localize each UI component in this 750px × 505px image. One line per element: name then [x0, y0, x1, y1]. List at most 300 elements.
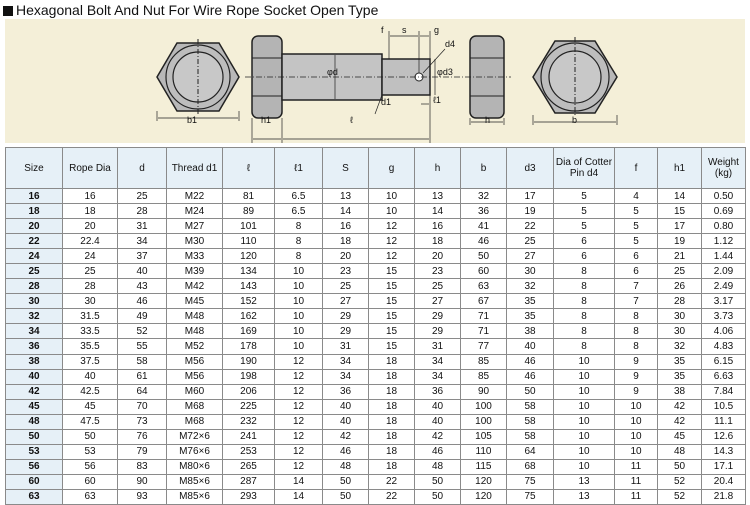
- table-cell: 15: [369, 324, 415, 339]
- table-cell: 8: [554, 339, 615, 354]
- table-cell: 15: [369, 264, 415, 279]
- table-cell: 293: [223, 489, 275, 504]
- table-cell: 18: [369, 384, 415, 399]
- table-row: [6, 474, 746, 489]
- size-cell: 16: [6, 189, 63, 204]
- size-cell: 45: [6, 399, 63, 414]
- table-cell: 134: [223, 264, 275, 279]
- table-cell: 64: [507, 444, 554, 459]
- table-cell: 8: [554, 264, 615, 279]
- table-cell: 42.5: [63, 384, 118, 399]
- table-cell: 27: [507, 249, 554, 264]
- table-cell: 22.4: [63, 234, 118, 249]
- table-row: [6, 399, 746, 414]
- table-cell: 0.50: [702, 189, 746, 204]
- table-cell: 18: [369, 429, 415, 444]
- table-row: [6, 204, 746, 219]
- table-cell: 22: [369, 489, 415, 504]
- table-cell: 58: [507, 399, 554, 414]
- table-cell: 10: [554, 414, 615, 429]
- table-cell: 46: [461, 234, 507, 249]
- table-cell: 23: [415, 264, 461, 279]
- table-cell: 162: [223, 309, 275, 324]
- table-cell: 12: [275, 384, 323, 399]
- table-cell: 13: [323, 189, 369, 204]
- table-cell: 40: [323, 399, 369, 414]
- column-header-g: g: [369, 148, 415, 189]
- table-cell: 52: [658, 474, 702, 489]
- table-cell: 63: [63, 489, 118, 504]
- table-cell: 50: [507, 384, 554, 399]
- table-cell: 18: [369, 459, 415, 474]
- table-cell: 6.63: [702, 369, 746, 384]
- table-cell: 22: [369, 474, 415, 489]
- table-cell: 15: [369, 309, 415, 324]
- table-cell: M30: [167, 234, 223, 249]
- table-cell: 1.12: [702, 234, 746, 249]
- size-cell: 28: [6, 279, 63, 294]
- table-body: [6, 189, 746, 505]
- table-row: [6, 489, 746, 504]
- table-cell: 27: [323, 294, 369, 309]
- size-cell: 60: [6, 474, 63, 489]
- table-cell: 47.5: [63, 414, 118, 429]
- table-cell: 0.69: [702, 204, 746, 219]
- size-cell: 20: [6, 219, 63, 234]
- table-cell: 34: [118, 234, 167, 249]
- size-cell: 42: [6, 384, 63, 399]
- table-cell: 11: [615, 459, 658, 474]
- table-cell: 8: [615, 309, 658, 324]
- table-cell: 12: [275, 414, 323, 429]
- table-cell: M33: [167, 249, 223, 264]
- table-row: [6, 279, 746, 294]
- size-cell: 53: [6, 444, 63, 459]
- table-cell: 18: [63, 204, 118, 219]
- column-header-l1: ℓ1: [275, 148, 323, 189]
- size-cell: 24: [6, 249, 63, 264]
- table-cell: M48: [167, 309, 223, 324]
- table-cell: 27: [415, 294, 461, 309]
- size-cell: 22: [6, 234, 63, 249]
- table-row: [6, 234, 746, 249]
- dim-label-d3: φd3: [437, 67, 453, 77]
- table-cell: 105: [461, 429, 507, 444]
- table-cell: 25: [507, 234, 554, 249]
- table-cell: M76×6: [167, 444, 223, 459]
- table-cell: 28: [658, 294, 702, 309]
- table-cell: 20: [415, 249, 461, 264]
- table-cell: 58: [507, 429, 554, 444]
- specification-table: [5, 147, 746, 505]
- table-cell: M85×6: [167, 474, 223, 489]
- table-cell: 17: [658, 219, 702, 234]
- table-cell: 20: [63, 219, 118, 234]
- column-header-rope-dia: Rope Dia: [63, 148, 118, 189]
- table-cell: 40: [415, 414, 461, 429]
- table-cell: 70: [118, 399, 167, 414]
- table-cell: 49: [118, 309, 167, 324]
- table-cell: 2.49: [702, 279, 746, 294]
- table-cell: 12.6: [702, 429, 746, 444]
- table-cell: 12: [275, 429, 323, 444]
- table-cell: 8: [615, 324, 658, 339]
- table-cell: 15: [369, 294, 415, 309]
- table-cell: 12: [275, 354, 323, 369]
- table-cell: 50: [323, 489, 369, 504]
- table-cell: 10: [275, 264, 323, 279]
- table-cell: 8: [554, 294, 615, 309]
- table-cell: 8: [554, 324, 615, 339]
- table-cell: 52: [118, 324, 167, 339]
- size-cell: 36: [6, 339, 63, 354]
- table-cell: 10: [615, 444, 658, 459]
- table-cell: 8: [275, 249, 323, 264]
- table-cell: 46: [118, 294, 167, 309]
- table-cell: 31: [323, 339, 369, 354]
- size-cell: 40: [6, 369, 63, 384]
- table-cell: 35.5: [63, 339, 118, 354]
- table-row: [6, 459, 746, 474]
- table-cell: 22: [507, 219, 554, 234]
- table-cell: 13: [554, 489, 615, 504]
- table-cell: 75: [507, 489, 554, 504]
- table-cell: 35: [507, 309, 554, 324]
- column-header-h: h: [415, 148, 461, 189]
- table-cell: 5: [615, 234, 658, 249]
- table-cell: 15: [369, 339, 415, 354]
- table-cell: 42: [415, 429, 461, 444]
- table-cell: 73: [118, 414, 167, 429]
- table-cell: 10: [615, 429, 658, 444]
- table-cell: 120: [223, 249, 275, 264]
- table-cell: 89: [223, 204, 275, 219]
- table-row: [6, 264, 746, 279]
- table-cell: 24: [63, 249, 118, 264]
- table-cell: 64: [118, 384, 167, 399]
- table-cell: 8: [275, 234, 323, 249]
- table-cell: 26: [658, 279, 702, 294]
- table-row: [6, 249, 746, 264]
- table-cell: 29: [415, 309, 461, 324]
- table-cell: 58: [118, 354, 167, 369]
- table-cell: 3.17: [702, 294, 746, 309]
- table-cell: 31.5: [63, 309, 118, 324]
- table-cell: 46: [507, 369, 554, 384]
- table-cell: 190: [223, 354, 275, 369]
- table-cell: 48: [658, 444, 702, 459]
- table-cell: 10: [275, 294, 323, 309]
- table-cell: 11: [615, 474, 658, 489]
- table-cell: M52: [167, 339, 223, 354]
- table-cell: 36: [415, 384, 461, 399]
- table-row: [6, 324, 746, 339]
- table-cell: 14: [658, 189, 702, 204]
- table-cell: 7.84: [702, 384, 746, 399]
- table-cell: 34: [323, 354, 369, 369]
- table-cell: 10: [275, 339, 323, 354]
- table-cell: 33.5: [63, 324, 118, 339]
- table-cell: 10: [554, 429, 615, 444]
- table-cell: 29: [323, 309, 369, 324]
- table-cell: M56: [167, 354, 223, 369]
- table-cell: 4.83: [702, 339, 746, 354]
- table-cell: 12: [275, 444, 323, 459]
- table-header: [6, 148, 746, 189]
- table-cell: M72×6: [167, 429, 223, 444]
- table-row: [6, 354, 746, 369]
- table-cell: 11.1: [702, 414, 746, 429]
- dim-label-h: h: [485, 115, 491, 125]
- table-row: [6, 384, 746, 399]
- table-cell: 32: [507, 279, 554, 294]
- table-cell: 68: [507, 459, 554, 474]
- table-cell: 110: [223, 234, 275, 249]
- table-cell: 287: [223, 474, 275, 489]
- table-cell: 18: [369, 399, 415, 414]
- table-cell: 28: [63, 279, 118, 294]
- table-cell: 63: [461, 279, 507, 294]
- table-cell: 50: [323, 474, 369, 489]
- size-cell: 56: [6, 459, 63, 474]
- table-cell: 16: [415, 219, 461, 234]
- dim-label-d1: d1: [381, 97, 392, 107]
- column-header-size: Size: [6, 148, 63, 189]
- table-cell: 10: [554, 369, 615, 384]
- table-cell: 40: [415, 399, 461, 414]
- table-row: [6, 339, 746, 354]
- column-header-thread: Thread d1: [167, 148, 223, 189]
- table-cell: 38: [507, 324, 554, 339]
- table-cell: 60: [461, 264, 507, 279]
- table-cell: 10: [554, 444, 615, 459]
- table-cell: 21: [658, 249, 702, 264]
- table-cell: 10.5: [702, 399, 746, 414]
- table-cell: 50: [63, 429, 118, 444]
- table-cell: 36: [461, 204, 507, 219]
- table-cell: 40: [323, 414, 369, 429]
- table-cell: 46: [507, 354, 554, 369]
- bolt-nut-drawing: [5, 19, 745, 143]
- table-cell: 45: [658, 429, 702, 444]
- table-cell: 81: [223, 189, 275, 204]
- dim-label-d4: d4: [445, 39, 456, 49]
- column-header-d: d: [118, 148, 167, 189]
- table-cell: 18: [415, 234, 461, 249]
- table-cell: 19: [658, 234, 702, 249]
- table-cell: 25: [658, 264, 702, 279]
- table-cell: 15: [369, 279, 415, 294]
- table-cell: 45: [63, 399, 118, 414]
- table-cell: 93: [118, 489, 167, 504]
- size-cell: 34: [6, 324, 63, 339]
- table-cell: 25: [323, 279, 369, 294]
- table-cell: 43: [118, 279, 167, 294]
- size-cell: 32: [6, 309, 63, 324]
- dim-label-l: ℓ: [350, 115, 353, 125]
- table-cell: M48: [167, 324, 223, 339]
- table-cell: 34: [415, 369, 461, 384]
- dim-label-h1: h1: [261, 115, 272, 125]
- table-cell: 17.1: [702, 459, 746, 474]
- table-cell: 48: [415, 459, 461, 474]
- table-cell: 85: [461, 369, 507, 384]
- column-header-d3: d3: [507, 148, 554, 189]
- table-cell: M68: [167, 399, 223, 414]
- size-cell: 48: [6, 414, 63, 429]
- table-cell: 6: [554, 249, 615, 264]
- table-cell: 100: [461, 399, 507, 414]
- column-header-f: f: [615, 148, 658, 189]
- table-cell: 152: [223, 294, 275, 309]
- table-cell: 18: [369, 369, 415, 384]
- table-cell: 7: [615, 279, 658, 294]
- table-cell: 8: [615, 339, 658, 354]
- table-cell: M27: [167, 219, 223, 234]
- table-cell: 10: [369, 189, 415, 204]
- table-cell: 18: [369, 414, 415, 429]
- size-cell: 25: [6, 264, 63, 279]
- table-cell: M24: [167, 204, 223, 219]
- table-row: [6, 309, 746, 324]
- table-cell: 14: [323, 204, 369, 219]
- table-cell: 4: [615, 189, 658, 204]
- table-cell: 46: [415, 444, 461, 459]
- table-cell: 32: [658, 339, 702, 354]
- table-cell: 40: [507, 339, 554, 354]
- table-cell: 206: [223, 384, 275, 399]
- column-header-l: ℓ: [223, 148, 275, 189]
- table-cell: 6: [615, 249, 658, 264]
- table-cell: M60: [167, 384, 223, 399]
- table-cell: 30: [658, 309, 702, 324]
- table-cell: 10: [275, 279, 323, 294]
- table-cell: 30: [507, 264, 554, 279]
- table-cell: 9: [615, 384, 658, 399]
- dim-label-l1: ℓ1: [433, 95, 441, 105]
- table-cell: 12: [275, 399, 323, 414]
- table-cell: 16: [323, 219, 369, 234]
- table-cell: 83: [118, 459, 167, 474]
- table-cell: 48: [323, 459, 369, 474]
- table-cell: 4.06: [702, 324, 746, 339]
- size-cell: 18: [6, 204, 63, 219]
- table-cell: 56: [63, 459, 118, 474]
- table-cell: 31: [118, 219, 167, 234]
- table-cell: 23: [323, 264, 369, 279]
- table-row: [6, 429, 746, 444]
- table-cell: 30: [63, 294, 118, 309]
- table-cell: 28: [118, 204, 167, 219]
- table-cell: 253: [223, 444, 275, 459]
- table-cell: 34: [323, 369, 369, 384]
- table-cell: 8: [554, 279, 615, 294]
- table-cell: 20.4: [702, 474, 746, 489]
- table-cell: 38: [658, 384, 702, 399]
- table-cell: 32: [461, 189, 507, 204]
- table-cell: 10: [369, 204, 415, 219]
- table-cell: 50: [461, 249, 507, 264]
- table-cell: 36: [323, 384, 369, 399]
- column-header-weight: Weight (kg): [702, 148, 746, 189]
- table-cell: 46: [323, 444, 369, 459]
- table-cell: 53: [63, 444, 118, 459]
- size-cell: 63: [6, 489, 63, 504]
- table-cell: 5: [554, 189, 615, 204]
- table-cell: 90: [118, 474, 167, 489]
- table-row: [6, 414, 746, 429]
- table-cell: 10: [275, 324, 323, 339]
- table-cell: 120: [461, 474, 507, 489]
- column-header-cotter-pin: Dia of Cotter Pin d4: [554, 148, 615, 189]
- table-cell: 6.5: [275, 189, 323, 204]
- table-cell: M45: [167, 294, 223, 309]
- table-cell: 14: [275, 474, 323, 489]
- table-cell: 143: [223, 279, 275, 294]
- table-cell: 5: [554, 219, 615, 234]
- table-cell: M42: [167, 279, 223, 294]
- table-cell: M56: [167, 369, 223, 384]
- table-cell: 15: [658, 204, 702, 219]
- table-cell: 50: [415, 489, 461, 504]
- table-cell: 18: [369, 354, 415, 369]
- table-cell: 178: [223, 339, 275, 354]
- table-cell: 18: [323, 234, 369, 249]
- table-cell: 40: [63, 369, 118, 384]
- column-header-s: S: [323, 148, 369, 189]
- table-cell: 35: [658, 354, 702, 369]
- table-cell: 71: [461, 324, 507, 339]
- table-cell: M22: [167, 189, 223, 204]
- table-cell: 3.73: [702, 309, 746, 324]
- table-cell: 9: [615, 369, 658, 384]
- table-cell: 1.44: [702, 249, 746, 264]
- table-cell: 30: [658, 324, 702, 339]
- table-cell: 6: [554, 234, 615, 249]
- table-cell: 198: [223, 369, 275, 384]
- table-cell: 42: [658, 399, 702, 414]
- table-cell: 25: [118, 189, 167, 204]
- table-cell: 71: [461, 309, 507, 324]
- table-cell: 75: [507, 474, 554, 489]
- size-cell: 30: [6, 294, 63, 309]
- table-cell: 8: [275, 219, 323, 234]
- table-cell: 61: [118, 369, 167, 384]
- table-cell: 10: [615, 399, 658, 414]
- table-cell: 50: [415, 474, 461, 489]
- table-cell: 12: [275, 369, 323, 384]
- size-cell: 50: [6, 429, 63, 444]
- table-cell: 41: [461, 219, 507, 234]
- table-cell: 14: [415, 204, 461, 219]
- table-cell: 241: [223, 429, 275, 444]
- table-cell: 13: [415, 189, 461, 204]
- table-cell: 10: [275, 309, 323, 324]
- table-cell: 60: [63, 474, 118, 489]
- table-cell: 110: [461, 444, 507, 459]
- dim-label-g: g: [434, 25, 440, 35]
- table-row: [6, 189, 746, 204]
- table-cell: 5: [615, 204, 658, 219]
- dim-label-s: s: [402, 25, 407, 35]
- table-cell: 58: [507, 414, 554, 429]
- table-cell: 19: [507, 204, 554, 219]
- table-cell: 6.15: [702, 354, 746, 369]
- table-cell: 12: [369, 234, 415, 249]
- table-cell: 10: [554, 354, 615, 369]
- title-bullet-square: [3, 6, 13, 16]
- table-cell: 21.8: [702, 489, 746, 504]
